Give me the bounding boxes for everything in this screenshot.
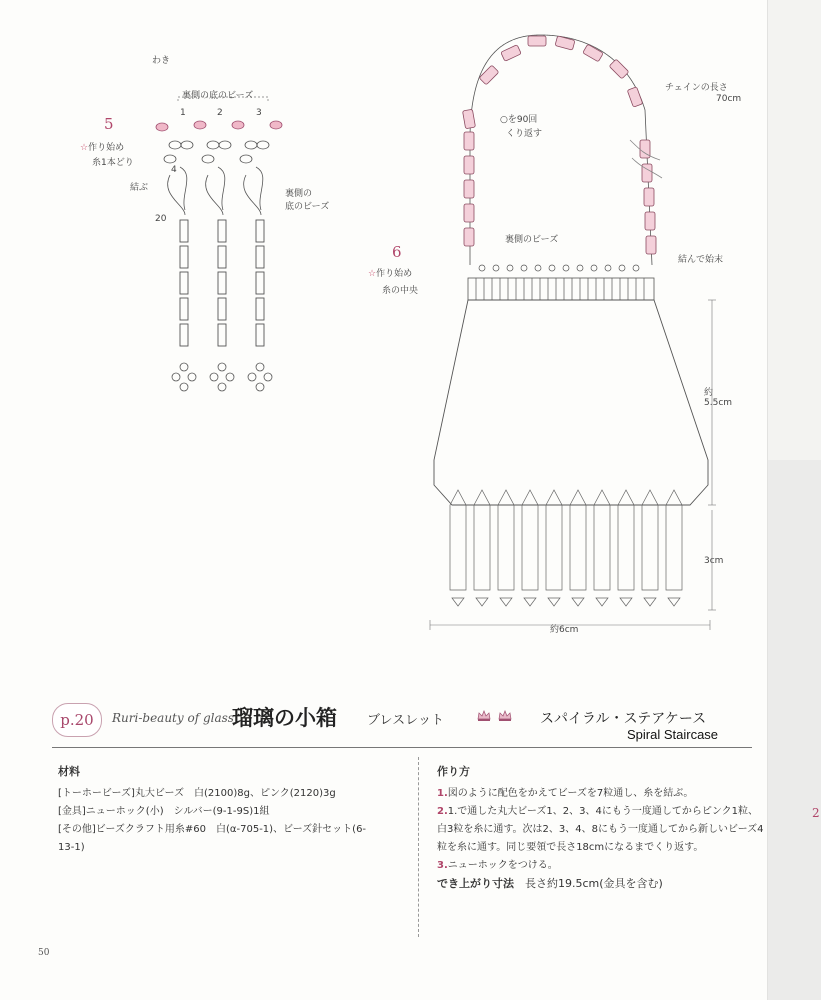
- step-number-6: 6: [392, 243, 402, 261]
- english-subtitle: Ruri-beauty of glass: [112, 711, 234, 725]
- count-label: 20: [155, 214, 167, 224]
- diagram-side-label: わき: [152, 56, 171, 66]
- column-divider: [418, 757, 420, 937]
- page-ref-badge: p.20: [52, 703, 102, 737]
- instruction-step: 2.1.で通した丸大ビーズ1、2、3、4にもう一度通してからピンク1粒、白3粒を糸に通す。次は2、3、4、8にもう一度通してから新しいビーズ4粒を糸に通す。同じ要領で長さ18cmになるまでくり返す。: [437, 806, 764, 853]
- fringe-length-label: 3cm: [704, 556, 724, 566]
- back-bead-label: 裏側のビーズ: [505, 235, 559, 245]
- start-label: ☆作り始め: [80, 143, 125, 153]
- bottom-bead-label-1: 裏側の: [285, 189, 313, 199]
- materials-line: 13-1): [58, 842, 85, 853]
- chain-length-value: 70cm: [716, 94, 742, 104]
- thread-center-label: 糸の中央: [382, 286, 419, 296]
- loop-label-1: ○を90回: [500, 115, 538, 125]
- materials-line: [金具]ニューホック(小) シルバー(9-1-9S)1組: [58, 806, 270, 817]
- project-title: 瑠璃の小箱: [232, 705, 337, 730]
- materials-section: [58, 763, 398, 857]
- instructions-section: [437, 763, 767, 893]
- height-label: 約5.5cm: [704, 388, 733, 408]
- header-divider: [52, 747, 752, 748]
- project-category: ブレスレット: [367, 713, 444, 728]
- loop-label-2: くり返す: [506, 129, 543, 139]
- page-number: 50: [38, 948, 50, 958]
- next-page-shadow: [768, 460, 821, 1000]
- tie-label: 結ぶ: [130, 183, 149, 193]
- pattern-name-en: Spiral Staircase: [627, 727, 719, 742]
- chain-length-label: チェインの長さ: [665, 83, 728, 93]
- materials-line: [トーホービーズ]丸大ビーズ 白(2100)8g、ピンク(2120)3g: [58, 788, 336, 799]
- start-label-right: ☆作り始め: [368, 269, 413, 279]
- spiral-bead-diagram: [140, 95, 320, 405]
- materials-line: [その他]ビーズクラフト用糸#60 白(α-705-1)、ビーズ針セット(6-: [58, 824, 367, 835]
- next-page-fragment: 2: [812, 806, 820, 820]
- crown-icon: [498, 710, 512, 721]
- width-label: 約6cm: [550, 625, 579, 635]
- finished-size: でき上がり寸法 長さ約19.5cm(金具を含む): [437, 877, 663, 890]
- bead-num-3: 3: [256, 108, 262, 118]
- diagram-back-bead-label: 裏側の底のビーズ: [182, 91, 254, 101]
- instruction-step: 3.ニューホックをつける。: [437, 860, 558, 871]
- materials-title: 材料: [58, 765, 80, 778]
- crown-icon: [477, 710, 491, 721]
- instruction-step: 1.図のように配色をかえてビーズを7粒通し、糸を結ぶ。: [437, 788, 694, 799]
- bead-num-2: 2: [217, 108, 223, 118]
- bead-num-4: 4: [171, 165, 177, 175]
- finish-label: 結んで始末: [678, 255, 724, 265]
- bottom-bead-label-2: 底のビーズ: [285, 202, 330, 212]
- step-number-5: 5: [104, 115, 114, 133]
- bag-diagram: [420, 20, 750, 640]
- project-header: [52, 697, 752, 747]
- thread-label: 糸1本どり: [92, 158, 134, 168]
- bead-num-1: 1: [180, 108, 186, 118]
- instructions-title: 作り方: [437, 765, 470, 778]
- pattern-name-jp: スパイラル・ステアケース: [540, 711, 707, 727]
